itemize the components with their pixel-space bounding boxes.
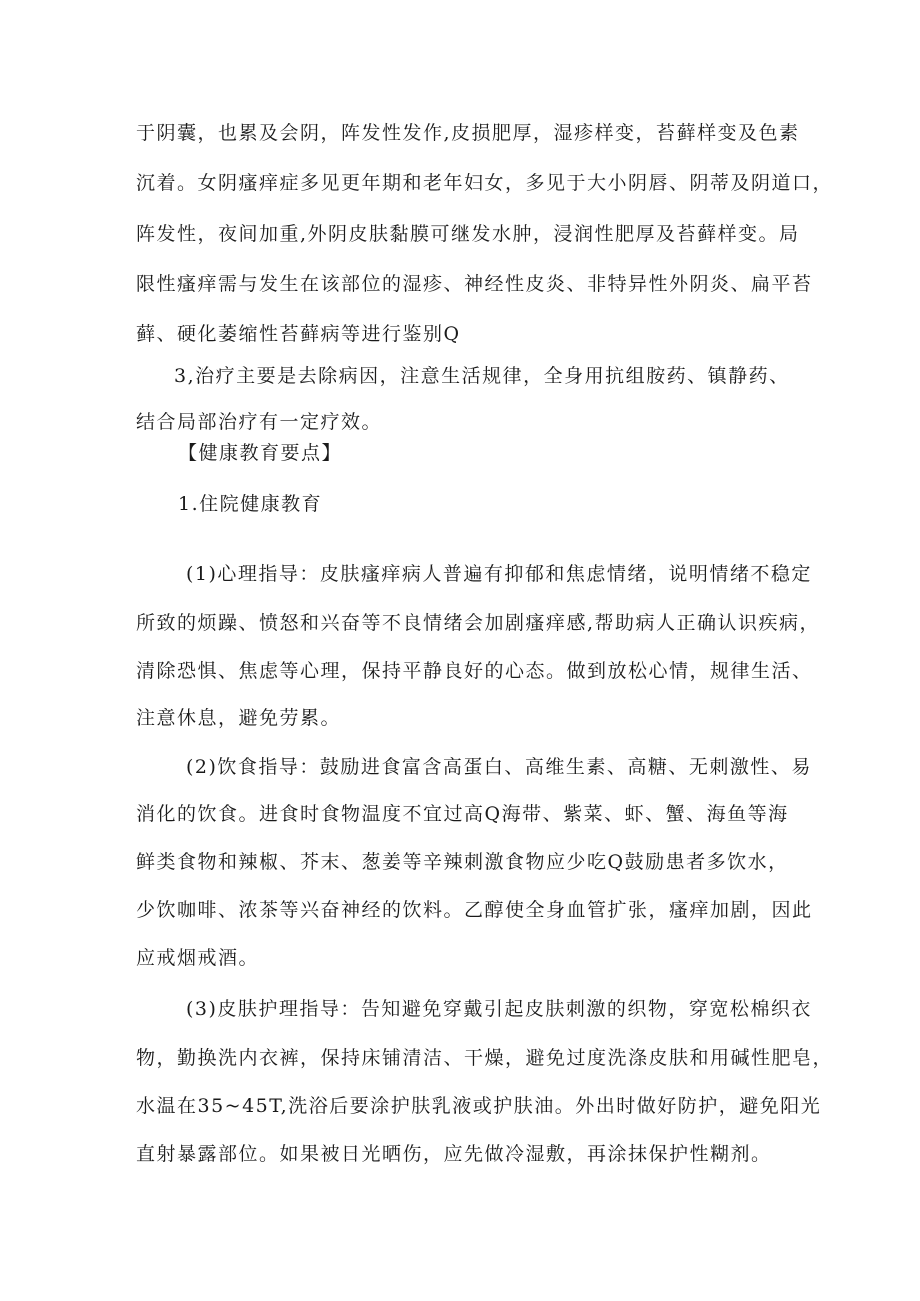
paragraph-3-line-3: 清除恐惧、焦虑等心理，保持平静良好的心态。做到放松心情，规律生活、 <box>136 660 813 682</box>
paragraph-1-line-2: 沉着。女阴瘙痒症多见更年期和老年妇女，多见于大小阴唇、阴蒂及阴道口， <box>136 172 834 194</box>
subheading: 1.住院健康教育 <box>178 493 323 515</box>
paragraph-1-line-3: 阵发性，夜间加重,外阴皮肤黏膜可继发水肿，浸润性肥厚及苔藓样变。局 <box>136 223 800 245</box>
paragraph-1-line-5: 藓、硬化萎缩性苔藓病等进行鉴别Q <box>136 323 461 345</box>
paragraph-5-line-2: 物，勤换洗内衣裤，保持床铺清洁、干燥，避免过度洗涤皮肤和用碱性肥皂， <box>136 1047 834 1069</box>
paragraph-5-line-4: 直射暴露部位。如果被日光晒伤，应先做冷湿敷，再涂抹保护性糊剂。 <box>136 1143 772 1165</box>
paragraph-3-line-1: (1)心理指导：皮肤瘙痒病人普遍有抑郁和焦虑情绪，说明情绪不稳定 <box>186 563 812 585</box>
paragraph-3-line-4: 注意休息，避免劳累。 <box>136 707 342 729</box>
paragraph-5-line-3: 水温在35~45T,洗浴后要涂护肤乳液或护肤油。外出时做好防护，避免阳光 <box>136 1095 822 1117</box>
paragraph-1-line-4: 限性瘙痒需与发生在该部位的湿疹、神经性皮炎、非特异性外阴炎、扁平苔 <box>136 273 813 295</box>
paragraph-4-line-1: (2)饮食指导：鼓励进食富含高蛋白、高维生素、高糖、无刺激性、易 <box>186 756 812 778</box>
paragraph-2-line-2: 结合局部治疗有一定疗效。 <box>136 411 383 433</box>
paragraph-4-line-2: 消化的饮食。进食时食物温度不宜过高Q海带、紫菜、虾、蟹、海鱼等海 <box>136 803 789 825</box>
paragraph-5-line-1: (3)皮肤护理指导：告知避免穿戴引起皮肤刺激的织物，穿宽松棉织衣 <box>186 998 812 1020</box>
paragraph-4-line-3: 鲜类食物和辣椒、芥末、葱姜等辛辣刺激食物应少吃Q鼓励患者多饮水， <box>136 851 789 873</box>
paragraph-2-line-1: 3,治疗主要是去除病因，注意生活规律，全身用抗组胺药、镇静药、 <box>174 365 790 387</box>
paragraph-3-line-2: 所致的烦躁、愤怒和兴奋等不良情绪会加剧瘙痒感,帮助病人正确认识疾病， <box>136 612 821 634</box>
section-heading: 【健康教育要点】 <box>178 442 343 464</box>
paragraph-4-line-5: 应戒烟戒酒。 <box>136 947 260 969</box>
paragraph-4-line-4: 少饮咖啡、浓茶等兴奋神经的饮料。乙醇使全身血管扩张，瘙痒加剧，因此 <box>136 899 813 921</box>
paragraph-1-line-1: 于阴囊，也累及会阴，阵发性发作,皮损肥厚，湿疹样变，苔藓样变及色素 <box>136 122 800 144</box>
